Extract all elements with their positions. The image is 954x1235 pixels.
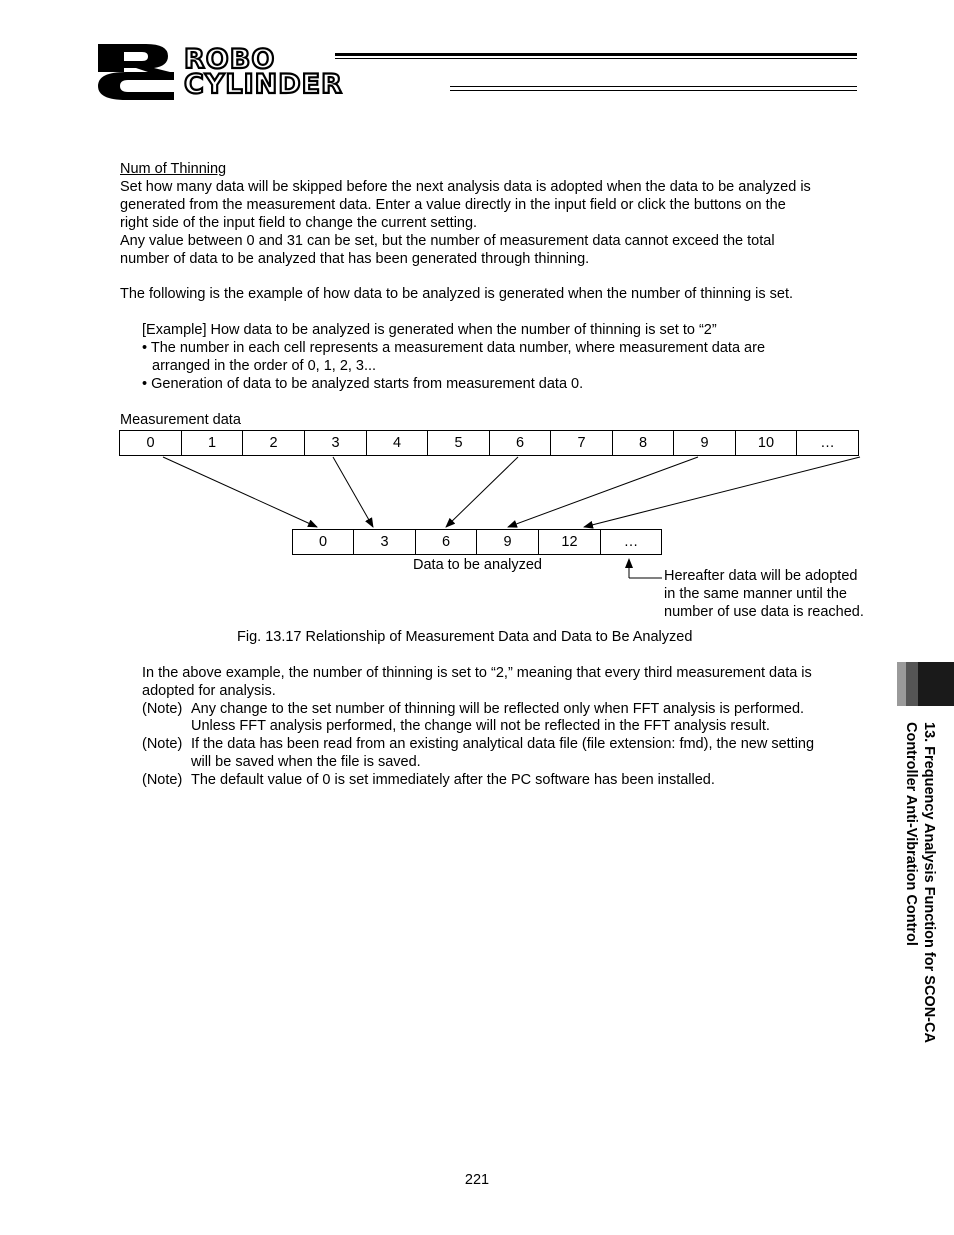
note-2-line-2: will be saved when the file is saved.: [191, 754, 421, 770]
measurement-cell: 3: [304, 430, 367, 456]
note-3-line-1: The default value of 0 is set immediately after the PC software has been installed.: [191, 772, 715, 788]
measurement-cell: 7: [550, 430, 613, 456]
analyzed-cell: 0: [292, 529, 354, 555]
measurement-cell: 8: [612, 430, 674, 456]
arrow-12-to-12: [584, 457, 860, 527]
measurement-cell: 5: [427, 430, 490, 456]
analyzed-cell: 9: [476, 529, 539, 555]
measurement-cell: 9: [673, 430, 736, 456]
section-heading: Num of Thinning: [120, 161, 227, 177]
hereafter-line-1: Hereafter data will be adopted: [664, 568, 858, 584]
explanation-line-1: In the above example, the number of thinning is set to “2,” meaning that every third measurement data is: [142, 665, 812, 681]
logo-cylinder-text: CYLINDER: [184, 69, 343, 100]
measurement-cell: …: [796, 430, 859, 456]
measurement-cell: 6: [489, 430, 551, 456]
analyzed-cell: 12: [538, 529, 601, 555]
logo-robo-text: ROBO: [184, 44, 276, 75]
side-tab-stripe: [906, 662, 918, 706]
intro-line-3: right side of the input field to change the current setting.: [120, 215, 478, 231]
bullet-1-line-1: • The number in each cell represents a measurement data number, where measurement data are: [142, 340, 766, 356]
hereafter-line-3: number of use data is reached.: [664, 604, 864, 620]
measurement-cell: 4: [366, 430, 428, 456]
note-2-line-1: If the data has been read from an existing analytical data file (file extension: fmd), the new setting: [191, 736, 815, 752]
analyzed-cell: …: [600, 529, 662, 555]
bullet-2: • Generation of data to be analyzed starts from measurement data 0.: [142, 376, 584, 392]
note-label: (Note): [142, 772, 183, 788]
measurement-cell: 0: [119, 430, 182, 456]
measurement-data-label: Measurement data: [120, 412, 241, 428]
intro-line-2: generated from the measurement data. Enter a value directly in the input field or click the buttons on the: [120, 197, 786, 213]
side-title-line-2: Controller Anti-Vibration Control: [903, 722, 919, 946]
arrow-3-to-3: [333, 457, 373, 527]
note-1-line-1: Any change to the set number of thinning will be reflected only when FFT analysis is performed.: [191, 701, 805, 717]
side-title-line-1: 13. Frequency Analysis Function for SCON-CA: [921, 722, 937, 1043]
measurement-cell: 10: [735, 430, 797, 456]
explanation-line-2: adopted for analysis.: [142, 683, 276, 699]
arrow-0-to-0: [163, 457, 317, 527]
note-label: (Note): [142, 736, 183, 752]
analyzed-cell: 3: [353, 529, 416, 555]
side-chapter-title: [902, 722, 938, 1043]
side-tab-stripe: [897, 662, 906, 706]
following-text: The following is the example of how data to be analyzed is generated when the number of thinning is set.: [120, 286, 794, 302]
example-title: [Example] How data to be analyzed is generated when the number of thinning is set to “2”: [142, 322, 717, 338]
intro-line-1: Set how many data will be skipped before the next analysis data is adopted when the data to be analyzed is: [120, 179, 811, 195]
arrow-9-to-9: [508, 457, 698, 527]
note-label: (Note): [142, 701, 183, 717]
side-tab-block: [918, 662, 954, 706]
intro-line-5: number of data to be analyzed that has been generated through thinning.: [120, 251, 590, 267]
measurement-cell: 2: [242, 430, 305, 456]
intro-line-4: Any value between 0 and 31 can be set, but the number of measurement data cannot exceed the total: [120, 233, 775, 249]
bullet-1-line-2: arranged in the order of 0, 1, 2, 3...: [152, 358, 377, 374]
analyzed-cell: 6: [415, 529, 477, 555]
measurement-cell: 1: [181, 430, 243, 456]
hereafter-line-2: in the same manner until the: [664, 586, 847, 602]
analyzed-data-label: Data to be analyzed: [413, 557, 542, 573]
page-number: 221: [464, 1172, 490, 1188]
figure-caption: Fig. 13.17 Relationship of Measurement Data and Data to Be Analyzed: [237, 629, 693, 645]
arrow-6-to-6: [446, 457, 518, 527]
note-1-line-2: Unless FFT analysis performed, the change will not be reflected in the FFT analysis result.: [191, 718, 770, 734]
